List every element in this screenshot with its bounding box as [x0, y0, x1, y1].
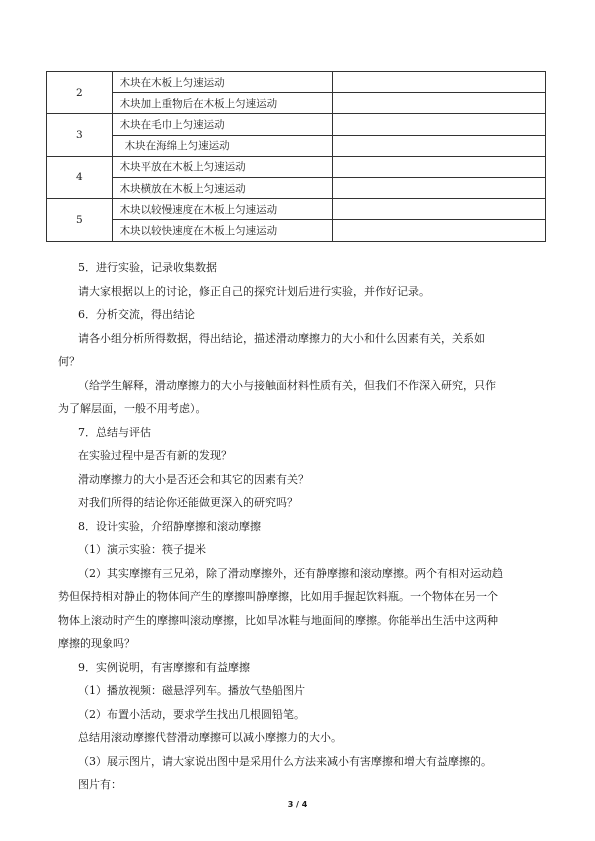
- table-row: [47, 135, 546, 156]
- table-row: [47, 156, 546, 177]
- paragraph: 总结用滚动摩擦代替滑动摩擦可以减小摩擦力的大小。: [78, 731, 342, 744]
- paragraph: （给学生解释，滑动摩擦力的大小与接触面材料性质有关，但我们不作深入研究，只作: [78, 379, 496, 392]
- section-heading: 7．总结与评估: [78, 426, 151, 439]
- record-cell: [333, 114, 546, 135]
- table-row: [47, 177, 546, 198]
- page-number: 3 / 4: [287, 800, 308, 809]
- table-row: [47, 114, 546, 135]
- group-number: 3: [47, 114, 113, 156]
- condition-cell: 木块在木板上匀速运动: [112, 72, 333, 93]
- list-item: （1）播放视频：磁悬浮列车。播放气垫船图片: [78, 684, 305, 697]
- paragraph-continued: 物体上滚动时产生的摩擦叫滚动摩擦，比如旱冰鞋与地面间的摩擦。你能举出生活中这两种: [58, 614, 498, 627]
- condition-cell: 木块以较快速度在木板上匀速运动: [112, 220, 333, 241]
- record-cell: [333, 220, 546, 241]
- record-cell: [333, 72, 546, 93]
- table-row: [47, 220, 546, 241]
- condition-cell: 木块在毛巾上匀速运动: [112, 114, 333, 135]
- table-row: [47, 93, 546, 114]
- section-heading: 8．设计实验，介绍静摩擦和滚动摩擦: [78, 520, 261, 533]
- paragraph-continued: 势但保持相对静止的物体间产生的摩擦叫静摩擦，比如用手握起饮料瓶。一个物体在另一个: [58, 590, 498, 603]
- record-cell: [333, 177, 546, 198]
- section-heading: 9．实例说明，有害摩擦和有益摩擦: [78, 661, 250, 674]
- condition-cell: 木块在海绵上匀速运动: [112, 135, 333, 156]
- record-cell: [333, 135, 546, 156]
- list-item: （2）布置小活动，要求学生找出几根圆铅笔。: [78, 708, 305, 721]
- paragraph-continued: 何？: [58, 355, 80, 368]
- table-row: [47, 199, 546, 220]
- condition-cell: 木块横放在木板上匀速运动: [112, 177, 333, 198]
- question-line: 滑动摩擦力的大小是否还会和其它的因素有关？: [78, 473, 309, 486]
- paragraph-continued: 为了解层面，一般不用考虑）。: [58, 402, 207, 415]
- list-item: （3）展示图片，请大家说出图中是采用什么方法来减小有害摩擦和增大有益摩擦的。: [78, 755, 492, 768]
- paragraph-continued: 摩擦的现象吗？: [58, 637, 135, 650]
- table-row: [47, 72, 546, 93]
- paragraph: 请各小组分析所得数据，得出结论，描述滑动摩擦力的大小和什么因素有关，关系如: [78, 332, 485, 345]
- group-number: 4: [47, 156, 113, 198]
- group-number: 2: [47, 72, 113, 114]
- group-number: 5: [47, 199, 113, 241]
- question-line: 在实验过程中是否有新的发现？: [78, 449, 232, 462]
- record-cell: [333, 199, 546, 220]
- question-line: 对我们所得的结论你还能做更深入的研究吗？: [78, 496, 298, 509]
- section-heading: 5．进行实验，记录收集数据: [78, 261, 217, 274]
- record-cell: [333, 93, 546, 114]
- paragraph: 请大家根据以上的讨论，修正自己的探究计划后进行实验，并作好记录。: [78, 285, 430, 298]
- paragraph: 图片有：: [78, 778, 122, 791]
- condition-cell: 木块以较慢速度在木板上匀速运动: [112, 199, 333, 220]
- experiment-table: [46, 71, 546, 242]
- list-item: （1）演示实验：筷子提米: [78, 543, 206, 556]
- paragraph: （2）其实摩擦有三兄弟，除了滑动摩擦外，还有静摩擦和滚动摩擦。两个有相对运动趋: [78, 567, 503, 580]
- condition-cell: 木块平放在木板上匀速运动: [112, 156, 333, 177]
- condition-cell: 木块加上重物后在木板上匀速运动: [112, 93, 333, 114]
- section-heading: 6．分析交流，得出结论: [78, 308, 195, 321]
- record-cell: [333, 156, 546, 177]
